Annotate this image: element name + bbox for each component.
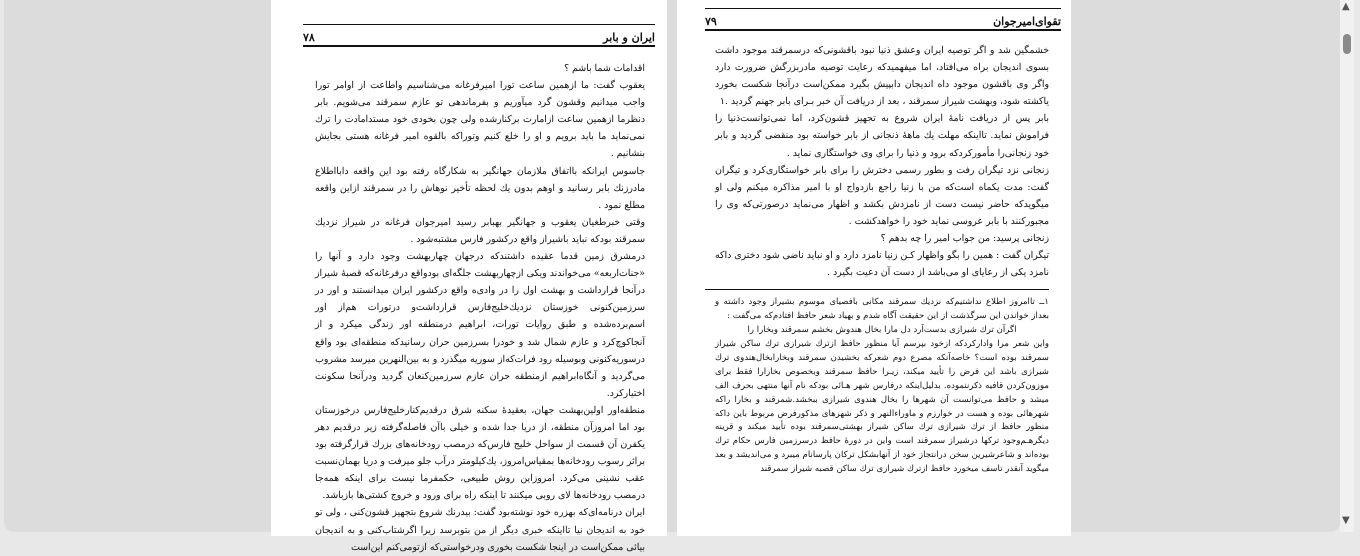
vertical-scrollbar[interactable] (1340, 0, 1354, 532)
paragraph: بابر پس از دریافت نامهٔ ایران شروع به تجهیز قشون‌کرد، اما نمی‌توانست‌ذنیا را فراموش نماید. تااینکه مهلت یك ماهه‌ٔ ذنجانی از بابر خواسته بود منقضی گردید و بابر خود زنجانی‌را مأمورکردکه برود و ذنیا را برای وی خواستگاری نماید . (715, 113, 1049, 159)
header-rule (303, 24, 655, 25)
paragraph: جاسوس ایرانکه بااتفاق ملازمان جهانگیر به شکارگاه رفته بود این واقعه دابااطلاع مادرزنك بابر رسانید و اوهم بدون یك لحظه تأخیر نوهاش را در سمرقند ازاین واقعه مطلع نمود . (315, 165, 645, 211)
paragraph: منطقه‌اور اولین‌بهشت جهان، بعقیدهٔ سکنه شرق درقدیم‌کنارخلیج‌فارس درخوزستان بود اما امروزآن منطقه، از دریا جدا شده و خیلی باآن فاصله‌گرفته زیر درقدیم دهر یکفرن آن قسمت از سواحل خلیج فارس‌که درمصب رودخانه‌های بزرك قرارگرفته بود براثر رسوب رودخانه‌ها بمقیاس‌امروز، یك‌کیلومتر درآب جلو میرفت و دریا بهمان‌نسبت عقب نشینی می‌کرد. امروزاین روش طبیعی، حکمفرما نیست برای اینکه همه‌جا درمصب رودخانه‌ها لای روبی میکنند تا اینکه راه برای ورود و خروج کشتی‌ها بازباشد. (315, 404, 645, 502)
header-rule (705, 8, 1061, 9)
scroll-up-arrow-icon[interactable]: ▲ (1342, 1, 1350, 12)
page-header (303, 26, 655, 47)
paragraph: خشمگین شد و اگر توصیه ایران وعشق ذنیا نبود باقشونی‌که درسمرقند موجود داشت بسوی اندیجان براه می‌افتاد، اما میفهمیدکه رعایت توصیه مادربزرگش ضرورت دارد واگر وی باقشون موجود داه اندیجان دابپیش بگیرد ممکن‌است درآنجا شکست بخورد یاکشته شود، وبهشت شیراز سمرقند ، بعد از دریافت آن خبر بـرای بابر جهنم گردید .۱ (715, 45, 1049, 108)
paragraph: یعقوب گفت: ما ازهمین ساعت تورا امیرفرغانه می‌شناسیم واطاعت از اوامر تورا واجب میدانیم وقشون گرد میآوریم و بفرماندهی تو عازم سمرقند می‌شویم. بابر دنظرما ازهمین ساعت ازامارت برکنارشده ولی چون بخودی خود مستدامادت را ترك نمی‌نماید ما باید برویم و او را خلع کنیم وتوراکه بالقوه امیر فرغانه هستی بجایش بنشانیم . (315, 80, 645, 160)
footnote-separator (705, 289, 1049, 290)
paragraph: وقتی خبرطغیان یعقوب و جهانگیر بهبابر رسید امیرجوان فرغانه در شیراز نزدیك سمرقند بودکه نباید باشیراز واقع درکشور فارس مشتبه‌شود . (315, 216, 645, 245)
page-header (705, 10, 1061, 31)
footnote-line: ۱ــ تاامروز اطلاع نداشتیم‌که نزدیك سمرقند مکانی بافصیای موسوم بشیراز وجود داشته و بعداز خواندن این سرگذشت از این حقیقت آگاه شدم و بهیاد شعر حافظ افتادم‌که می‌گفت : (715, 297, 1049, 322)
paragraph: زنجانی پرسید: من جواب امیر را چه بدهم ؟ (880, 233, 1049, 245)
running-title: تقوای‌امیرجوان (993, 15, 1061, 28)
left-page (271, 0, 667, 553)
running-title: ایران و بابر (603, 31, 655, 44)
page-body (715, 42, 1049, 477)
paragraph: اقدامات شما باشم ؟ (564, 63, 645, 74)
page-body (315, 60, 645, 556)
document-viewer (4, 0, 1340, 553)
footnote (715, 296, 1049, 477)
paragraph: درمشرق زمین قدما عقیده داشتندکه درجهان چهاربهشت وجود دارد و آنها را «جنات‌اربعه» می‌خواندند ویکی ازچهاربهشت جلگه‌ای بودواقع درفرغانه‌که قصبهٔ شیراز درآنجا قرارداشت و بهشت اول را در وادی‌ه واقع درکشور ایران میدانستند و اور در سرزمین‌کنونی خوزستان نزدیك‌خلیج‌فارس قرارداشت‌و درتورات هم‌از اور اسم‌برده‌شده و طبق روایات تورات، ابراهیم درمنطقه اور زندگی میکرد و از آنجاکوچ‌کرد و عازم شمال شد و خودرا بسرزمین حران رسانیدکه منطقه‌ای بود واقع درسوریه‌کنونی وبوسیله رود فرات‌که‌از سوریه میگذرد و به بین‌النهرین میرسد مشروب می‌گردید و آنگاه‌ابراهیم ازمنطقه حران عازم سرزمین‌کنعان گردید ودرآنجا سکونت اختیارکرد. (315, 251, 645, 399)
page-number: ۷۹ (705, 15, 717, 28)
right-page (677, 0, 1071, 536)
footnote-line: اگرآن ترك شیرازی بدست‌آرد دل مارا بخال هندوش بخشم سمرقند وبخارا را (747, 325, 1017, 336)
paragraph: تیگران گفت : همین را بگو واظهار کـن زنیا نامزد دارد و او نباید ناضی شود دختری داکه نامزد یکی از رعایای او می‌باشد از دست آن دعیت بگیرد . (715, 250, 1049, 279)
scrollbar-thumb[interactable] (1343, 34, 1351, 54)
scroll-down-arrow-icon[interactable]: ▼ (1342, 515, 1350, 526)
footnote-line: واین شعر مرا وادارکردکه ازخود بپرسم آیا منظور حافظ ازترك شیرازی ترك ساکن شیراز سمرقند بوده است؟ خاصه‌آنکه مصرع دوم شعرکه بخشیدن سمرقند وبخارا‌بخال‌هندوی ترك شیرازی باشد این فرض را تأیید میکند، زیـرا حافظ سمرقند وبخصوص بخارا‌را فقط برای موزون‌کردن قافیه ذکرننموده. بدلیل‌اینکه درفارس شهر هـائی بودکه نام آنها منتهی بحرف الف میشد و حافظ می‌توانست آن شهرها را بخال هندوی شیرازی ببخشد.شمرقند و بخارا راکه شهرهائی بوده و هست در خوارزم و ماوراءالنهر و ذکر شهرهای مذکور‌فرض مربوط باین داکه منظور حافظ از ترك شیرازی ترك ساکن شیراز بهشتی‌سمرقند بوده تأیید میکند و قرینه دیگرهـم‌وجود ترکها درشیراز سمرقند است واین در دورهٔ حافظ درسرزمین فارس حکام ترك بوده‌اند و شاعرشیرین سخن درانتجاز خود از آنهابشکل ترکان پارسانام میبرد و می‌اندیشد و بعد میگوید آنقدر تاسف میخورد حافظ ازترك شیرازی ترك ساکن قصبه شیراز سمرقند (715, 339, 1049, 475)
paragraph: ایران درنامه‌ای‌که بهزره خود نوشته‌بود گفت: بیدرنك شروع بتجهیز قشون‌کنی ، ولی تو خود به اندیجان نیا تااینکه خبری دیگر از من بتوبرسد زیرا اگرشتاب‌کنی و به اندیجان بیائی ممکن‌است در اینجا شکست بخوری ودرخواستی‌که ازتومی‌کنم این‌است (315, 507, 645, 553)
paragraph: زنجانی نزد تیگران رفت و بطور رسمی دخترش را برای بابر خواستگاری‌کرد و تیگران گفت: مدت یکماه است‌که من با زنیا راجع بازدواج او با امیر مذاکره میکنم ولی او میگویدکه حاضر نیست دست از نامزدش بکشد و اظهار می‌نماید درصورتی‌که وی را مجبورکنند با بابر عروسی نماید خود را خواهدکشت . (715, 164, 1049, 227)
page-number: ۷۸ (303, 31, 315, 44)
